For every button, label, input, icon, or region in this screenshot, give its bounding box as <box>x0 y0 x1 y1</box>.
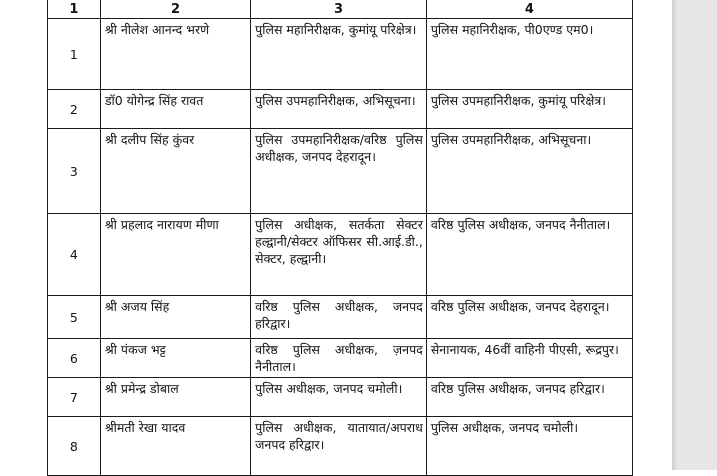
current-post: पुलिस अधीक्षक, यातायात/अपराध जनपद हरिद्वार। <box>251 417 427 476</box>
serial-number: 4 <box>48 214 101 296</box>
serial-number: 2 <box>48 90 101 129</box>
serial-number: 8 <box>48 417 101 476</box>
table-row <box>48 19 633 90</box>
new-post: पुलिस अधीक्षक, जनपद चमोली। <box>426 417 632 476</box>
current-post: पुलिस उपमहानिरीक्षक/वरिष्ठ पुलिस अधीक्षक, जनपद देहरादून। <box>251 129 427 214</box>
new-post: वरिष्ठ पुलिस अधीक्षक, जनपद हरिद्वार। <box>426 378 632 417</box>
new-post: सेनानायक, 46वीं वाहिनी पीएसी, रूद्रपुर। <box>426 339 632 378</box>
current-post: वरिष्ठ पुलिस अधीक्षक, ज़नपद नैनीताल। <box>251 339 427 378</box>
column-header-officer-name: 2 <box>100 0 250 19</box>
new-post: वरिष्ठ पुलिस अधीक्षक, जनपद देहरादून। <box>426 296 632 339</box>
new-post: वरिष्ठ पुलिस अधीक्षक, जनपद नैनीताल। <box>426 214 632 296</box>
page-edge-margin <box>672 0 717 470</box>
table-row <box>48 417 633 476</box>
officer-name: श्रीमती रेखा यादव <box>100 417 250 476</box>
column-header-serial: 1 <box>48 0 101 19</box>
current-post: वरिष्ठ पुलिस अधीक्षक, जनपद हरिद्वार। <box>251 296 427 339</box>
serial-number: 5 <box>48 296 101 339</box>
serial-number: 1 <box>48 19 101 90</box>
table-row <box>48 296 633 339</box>
current-post: पुलिस उपमहानिरीक्षक, अभिसूचना। <box>251 90 427 129</box>
table-row <box>48 339 633 378</box>
table-row <box>48 214 633 296</box>
officer-name: डॉ0 योगेन्द्र सिंह रावत <box>100 90 250 129</box>
current-post: पुलिस अधीक्षक, जनपद चमोली। <box>251 378 427 417</box>
column-header-current-post: 3 <box>251 0 427 19</box>
serial-number: 6 <box>48 339 101 378</box>
current-post: पुलिस महानिरीक्षक, कुमांयू परिक्षेत्र। <box>251 19 427 90</box>
new-post: पुलिस महानिरीक्षक, पी0एण्ड एम0। <box>426 19 632 90</box>
header-row <box>48 0 633 19</box>
serial-number: 3 <box>48 129 101 214</box>
table-row <box>48 90 633 129</box>
column-header-new-post: 4 <box>426 0 632 19</box>
table-row <box>48 129 633 214</box>
table-row <box>48 378 633 417</box>
transfer-list-table <box>47 0 633 476</box>
officer-name: श्री प्रमेन्द्र डोबाल <box>100 378 250 417</box>
officer-name: श्री दलीप सिंह कुंवर <box>100 129 250 214</box>
officer-name: श्री प्रहलाद नारायण मीणा <box>100 214 250 296</box>
officer-name: श्री अजय सिंह <box>100 296 250 339</box>
officer-name: श्री नीलेश आनन्द भरणे <box>100 19 250 90</box>
page-edge-shadow <box>672 0 678 470</box>
serial-number: 7 <box>48 378 101 417</box>
new-post: पुलिस उपमहानिरीक्षक, कुमांयू परिक्षेत्र। <box>426 90 632 129</box>
current-post: पुलिस अधीक्षक, सतर्कता सेक्टर हल्द्वानी/सेक्टर ऑफिसर सी.आई.डी., सेक्टर, हल्द्वानी। <box>251 214 427 296</box>
officer-name: श्री पंकज भट्ट <box>100 339 250 378</box>
new-post: पुलिस उपमहानिरीक्षक, अभिसूचना। <box>426 129 632 214</box>
